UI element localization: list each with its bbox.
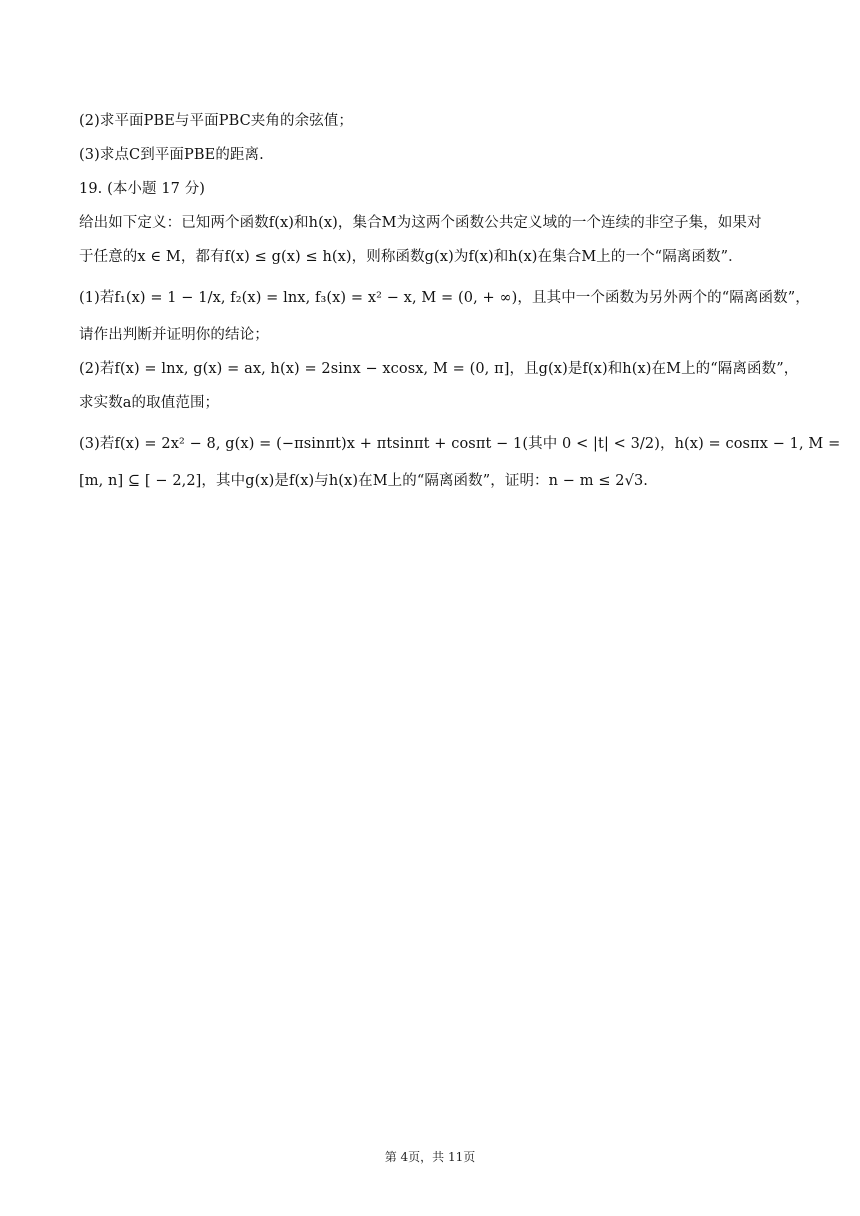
question-19-part-3-line-1: (3)若f(x) = 2x² − 8, g(x) = (−πsinπt)x + πtsinπt + cosπt − 1(其中 0 < |t| < 3/2)，h(x) = cosπx − 1, M = bbox=[79, 436, 841, 452]
page-footer: 第 4页，共 11页 bbox=[384, 1150, 476, 1164]
question-19-part-1-line-2: 请作出判断并证明你的结论； bbox=[79, 327, 269, 343]
question-18-part-3: (3)求点C到平面PBE的距离. bbox=[79, 147, 264, 163]
question-19-part-2-line-1: (2)若f(x) = lnx, g(x) = ax, h(x) = 2sinx − xcosx, M = (0, π]，且g(x)是f(x)和h(x)在M上的“隔离函数”， bbox=[79, 361, 799, 377]
question-19-header: 19. (本小题 17 分) bbox=[79, 181, 206, 197]
definition-line-2: 于任意的x ∈ M，都有f(x) ≤ g(x) ≤ h(x)，则称函数g(x)为f(x)和h(x)在集合M上的一个“隔离函数”． bbox=[79, 249, 743, 265]
question-18-part-2: (2)求平面PBE与平面PBC夹角的余弦值； bbox=[79, 113, 354, 129]
question-19-part-2-line-2: 求实数a的取值范围； bbox=[79, 395, 220, 411]
definition-line-1: 给出如下定义：已知两个函数f(x)和h(x)，集合M为这两个函数公共定义域的一个连续的非空子集，如果对 bbox=[79, 215, 762, 231]
question-19-part-1-line-1: (1)若f₁(x) = 1 − 1/x, f₂(x) = lnx, f₃(x) = x² − x, M = (0, + ∞)，且其中一个函数为另外两个的“隔离函数”， bbox=[79, 290, 810, 306]
question-19-part-3-line-2: [m, n] ⊆ [ − 2,2]，其中g(x)是f(x)与h(x)在M上的“隔离函数”，证明：n − m ≤ 2√3. bbox=[79, 473, 648, 489]
